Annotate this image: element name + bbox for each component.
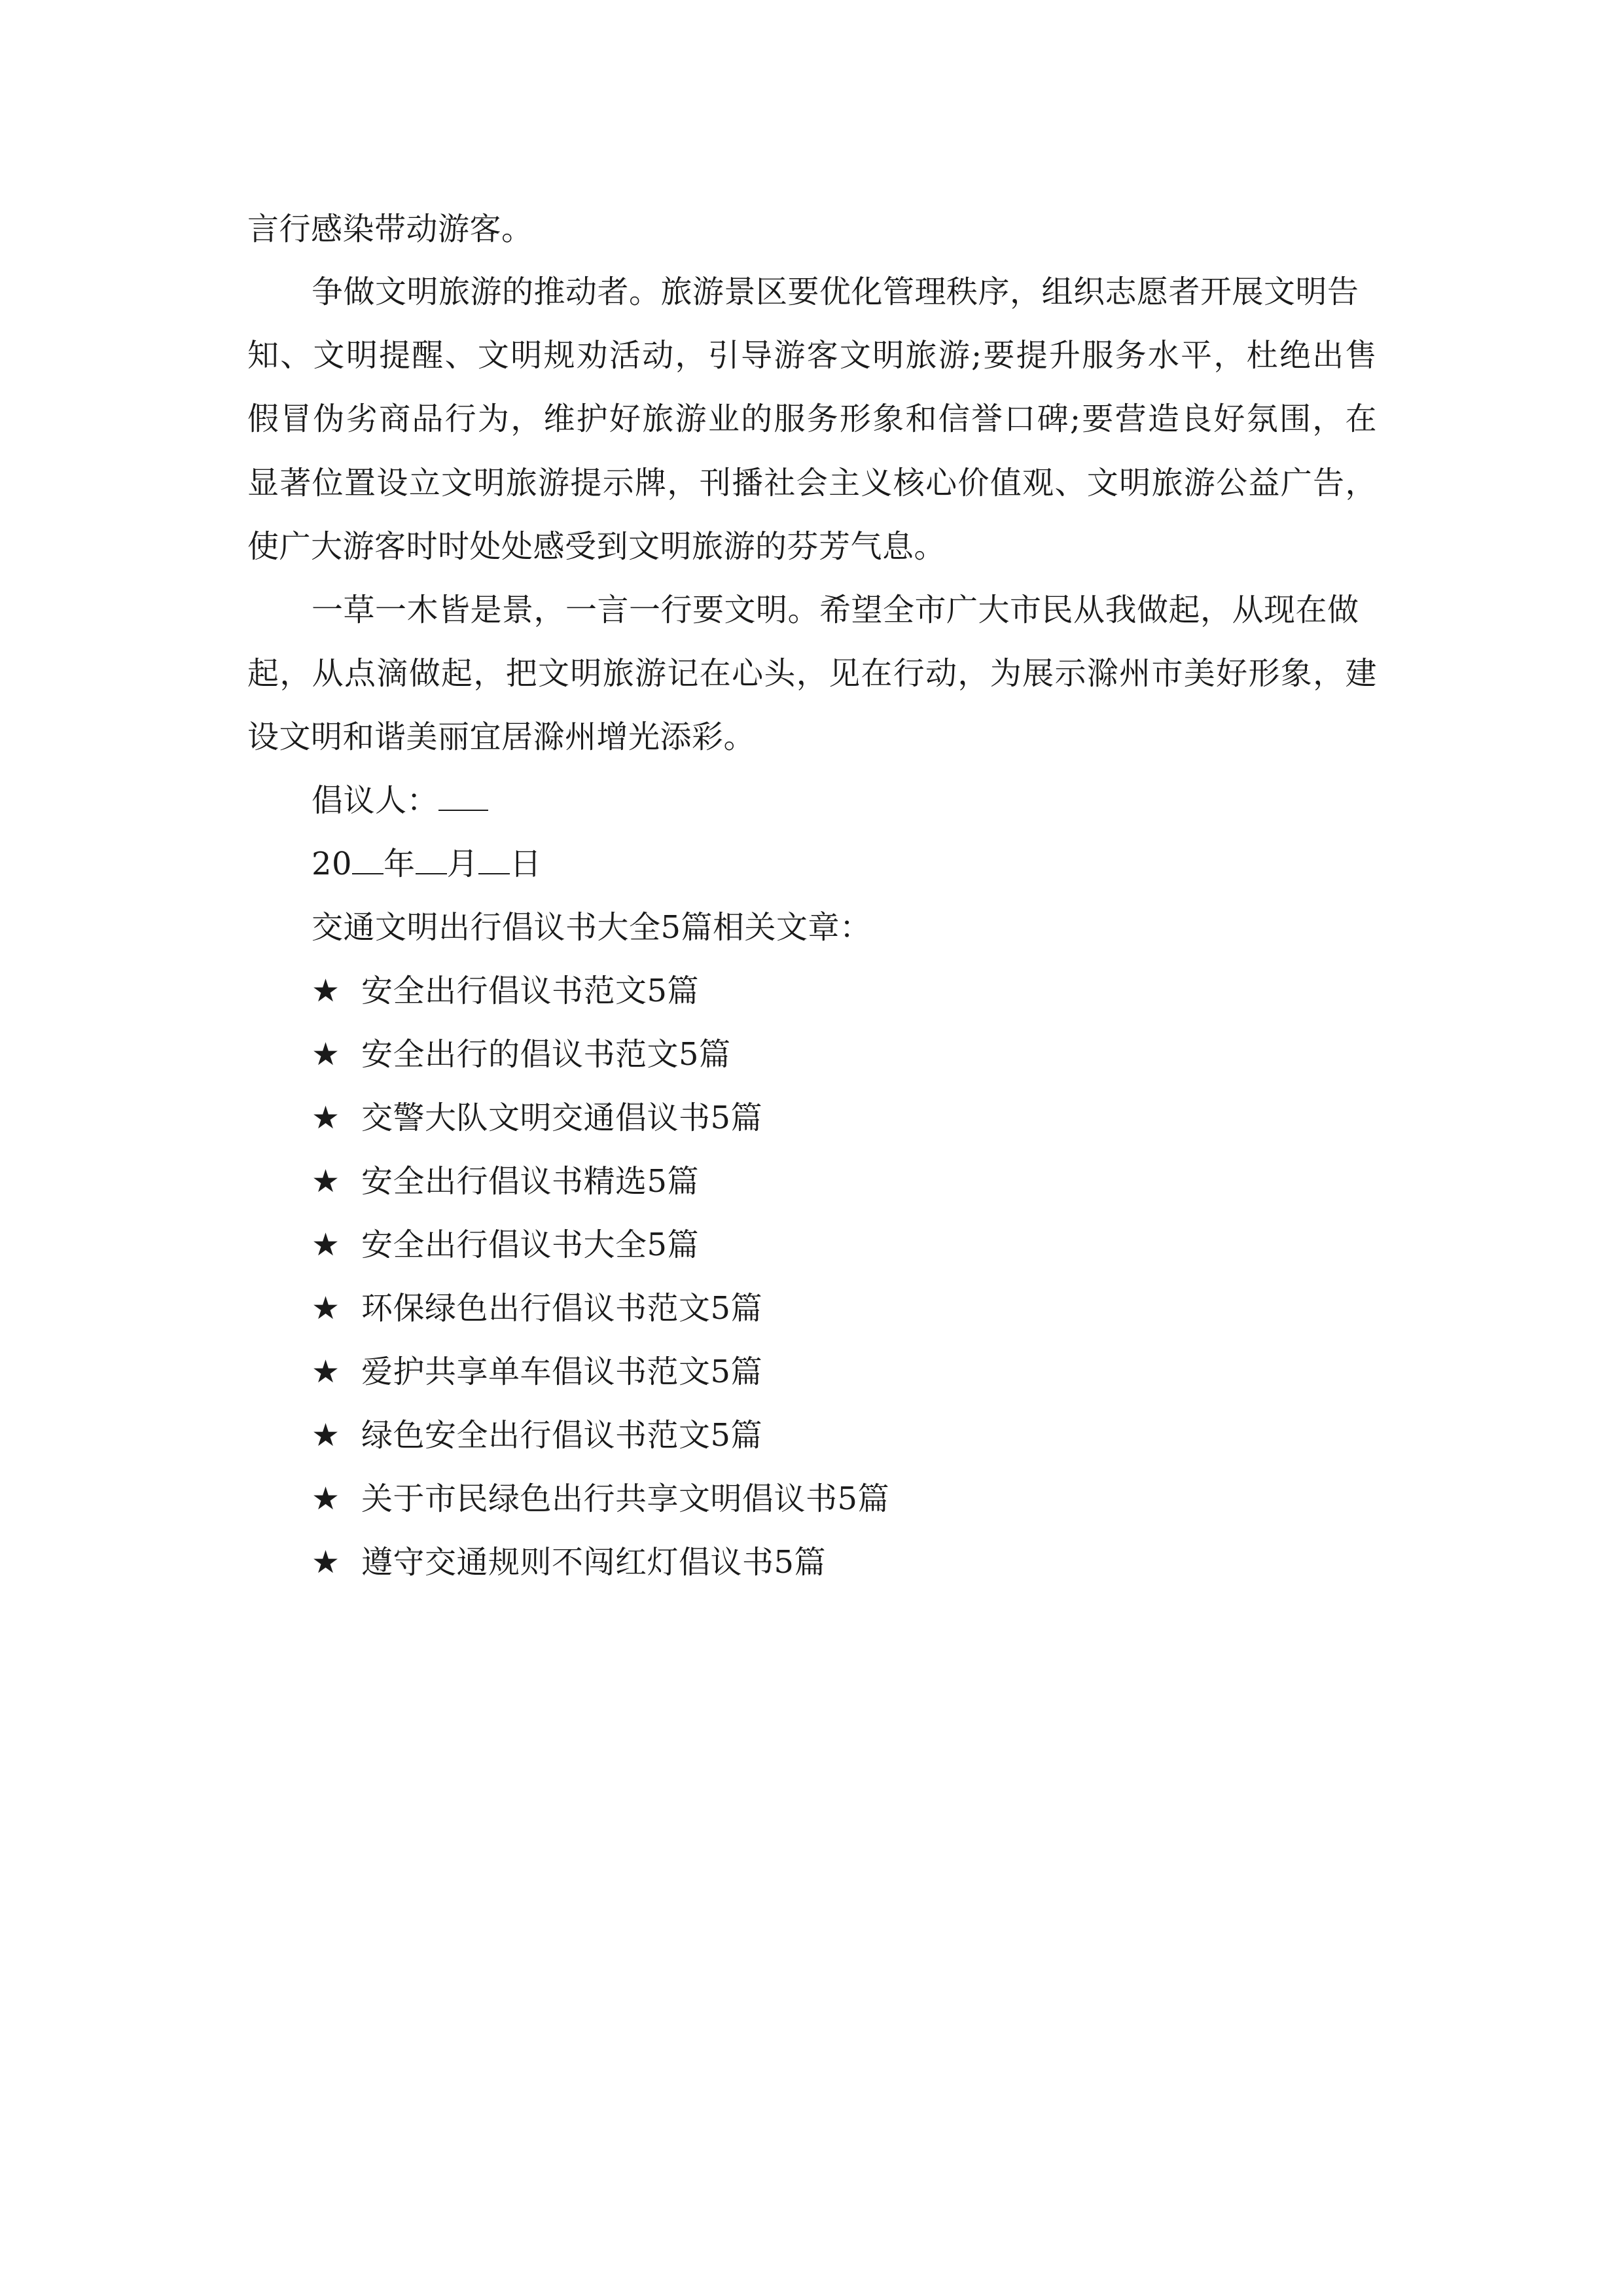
related-link-label[interactable]: 安全出行的倡议书范文5篇	[361, 1036, 731, 1073]
related-link-item[interactable]	[312, 971, 699, 1011]
month-blank	[416, 844, 447, 874]
related-link-item[interactable]	[312, 1352, 762, 1391]
star-icon: ★	[312, 1100, 340, 1136]
related-link-item[interactable]	[312, 1479, 889, 1518]
related-link-item[interactable]	[312, 1098, 762, 1138]
star-icon: ★	[312, 1544, 340, 1581]
star-icon: ★	[312, 1290, 340, 1327]
related-link-label[interactable]: 安全出行倡议书范文5篇	[361, 973, 700, 1009]
related-link-label[interactable]: 遵守交通规则不闯红灯倡议书5篇	[361, 1544, 827, 1581]
star-icon: ★	[312, 1354, 340, 1390]
related-link-item[interactable]	[312, 1289, 762, 1328]
date-year-prefix: 20	[312, 846, 353, 882]
star-icon: ★	[312, 1227, 340, 1263]
star-icon: ★	[312, 973, 340, 1009]
related-link-item[interactable]	[312, 1416, 762, 1455]
related-link-label[interactable]: 交警大队文明交通倡议书5篇	[361, 1100, 763, 1136]
star-icon: ★	[312, 1480, 340, 1517]
related-link-item[interactable]	[312, 1162, 699, 1201]
paragraph-line: 设文明和谐美丽宜居滁州增光添彩。	[247, 719, 756, 755]
star-icon: ★	[312, 1417, 340, 1454]
related-link-label[interactable]: 安全出行倡议书大全5篇	[361, 1227, 700, 1263]
date-line	[312, 844, 542, 884]
related-link-item[interactable]	[312, 1225, 699, 1265]
paragraph-line: 一草一木皆是景，一言一行要文明。希望全市广大市民从我做起，从现在做	[312, 592, 1359, 628]
related-link-label[interactable]: 环保绿色出行倡议书范文5篇	[361, 1290, 763, 1327]
paragraph-line: 争做文明旅游的推动者。旅游景区要优化管理秩序，组织志愿者开展文明告	[312, 274, 1359, 310]
star-icon: ★	[312, 1163, 340, 1200]
related-link-label[interactable]: 关于市民绿色出行共享文明倡议书5篇	[361, 1480, 890, 1517]
date-year-label: 年	[383, 846, 416, 882]
initiator-blank	[438, 781, 488, 811]
related-link-item[interactable]	[312, 1543, 826, 1582]
date-month-label: 月	[446, 846, 479, 882]
paragraph-line: 言行感染带动游客。	[247, 211, 533, 247]
paragraph-line: 显著位置设立文明旅游提示牌，刊播社会主义核心价值观、文明旅游公益广告，	[247, 465, 1377, 501]
paragraph-line: 知、文明提醒、文明规劝活动，引导游客文明旅游;要提升服务水平，杜绝出售	[247, 337, 1377, 374]
date-day-label: 日	[510, 846, 542, 882]
day-blank	[478, 844, 510, 874]
related-heading: 交通文明出行倡议书大全5篇相关文章：	[312, 909, 872, 946]
initiator-line	[312, 781, 488, 820]
related-link-label[interactable]: 安全出行倡议书精选5篇	[361, 1163, 700, 1200]
related-link-item[interactable]	[312, 1035, 731, 1074]
related-link-label[interactable]: 爱护共享单车倡议书范文5篇	[361, 1354, 763, 1390]
paragraph-line: 使广大游客时时处处感受到文明旅游的芬芳气息。	[247, 528, 946, 565]
initiator-label: 倡议人：	[312, 782, 439, 819]
star-icon: ★	[312, 1036, 340, 1073]
related-link-label[interactable]: 绿色安全出行倡议书范文5篇	[361, 1417, 763, 1454]
year-blank	[352, 844, 383, 874]
paragraph-line: 假冒伪劣商品行为，维护好旅游业的服务形象和信誉口碑;要营造良好氛围，在	[247, 401, 1377, 437]
paragraph-line: 起，从点滴做起，把文明旅游记在心头，见在行动，为展示滁州市美好形象，建	[247, 655, 1377, 692]
